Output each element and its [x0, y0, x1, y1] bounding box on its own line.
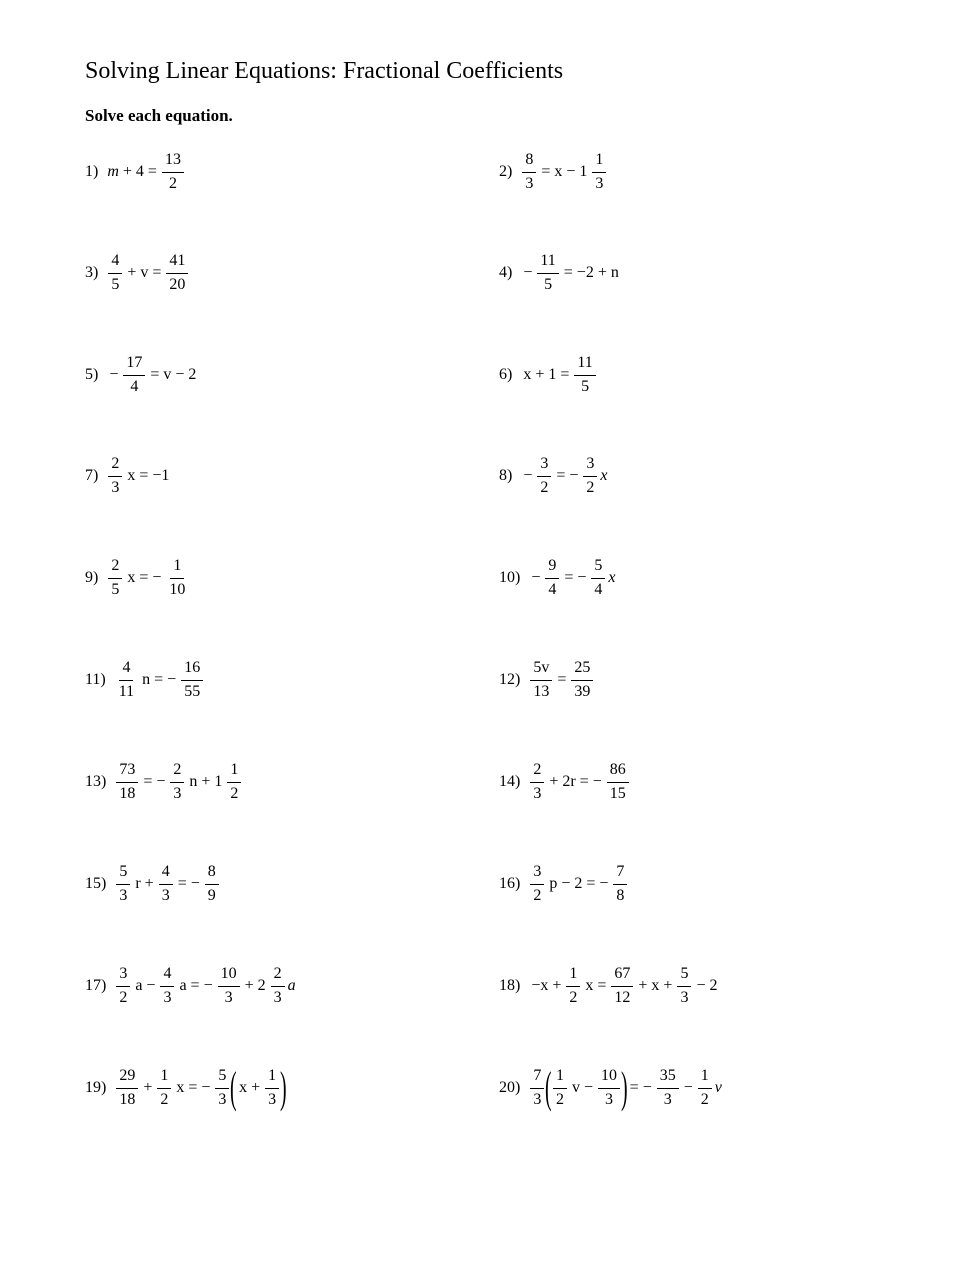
problem-9 — [85, 548, 190, 608]
denominator: 3 — [533, 784, 542, 802]
equation — [106, 252, 190, 294]
left-paren: ( — [230, 1063, 238, 1112]
fraction — [218, 965, 240, 1007]
numerator: 2 — [108, 455, 122, 476]
term: x = −1 — [127, 467, 170, 484]
problem-number: 9) — [85, 569, 99, 586]
equation — [520, 354, 597, 396]
fraction — [530, 659, 552, 701]
denominator: 15 — [609, 784, 626, 802]
denominator: 3 — [224, 988, 233, 1006]
problem-number: 10) — [499, 569, 521, 586]
fraction — [591, 557, 605, 599]
fraction — [574, 354, 595, 396]
fraction — [677, 965, 691, 1007]
numerator: 1 — [227, 761, 241, 782]
problem-11 — [85, 650, 205, 710]
problem-number: 14) — [499, 773, 521, 790]
numerator: 41 — [166, 252, 188, 273]
numerator: 2 — [170, 761, 184, 782]
denominator: 8 — [616, 886, 625, 904]
numerator: 29 — [116, 1067, 138, 1088]
numerator: 4 — [159, 863, 173, 884]
equation — [528, 1063, 723, 1112]
denominator: 18 — [119, 784, 136, 802]
denominator: 5 — [581, 377, 590, 395]
problem-5 — [85, 345, 199, 405]
problem-20 — [499, 1058, 723, 1118]
denominator: 9 — [207, 886, 216, 904]
right-paren: ) — [621, 1063, 628, 1112]
term: x — [600, 467, 608, 484]
numerator: 5 — [677, 965, 691, 986]
problem-number: 4) — [499, 264, 513, 281]
equation — [520, 151, 608, 193]
fraction — [123, 354, 145, 396]
denominator: 2 — [168, 174, 177, 192]
equation — [528, 965, 720, 1007]
numerator: 9 — [545, 557, 559, 578]
fraction — [583, 455, 597, 497]
term: v — [714, 1079, 722, 1096]
numerator: 10 — [218, 965, 240, 986]
equation — [106, 455, 172, 497]
numerator: 3 — [537, 455, 551, 476]
term: + 2r = − — [549, 773, 602, 790]
fraction — [571, 659, 593, 701]
numerator: 3 — [116, 965, 130, 986]
term: v − — [571, 1079, 594, 1096]
denominator: 39 — [574, 682, 591, 700]
denominator: 11 — [118, 682, 135, 700]
problem-10 — [499, 548, 617, 608]
fraction — [530, 1067, 544, 1109]
numerator: 3 — [583, 455, 597, 476]
right-paren: ) — [280, 1063, 287, 1112]
denominator: 10 — [169, 580, 186, 598]
fraction — [613, 863, 627, 905]
denominator: 2 — [540, 478, 549, 496]
numerator: 35 — [657, 1067, 679, 1088]
denominator: 3 — [663, 1090, 672, 1108]
problem-number: 11) — [85, 671, 106, 688]
term: + 2 — [244, 977, 266, 994]
numerator: 8 — [522, 151, 536, 172]
equation — [114, 863, 220, 905]
problem-13 — [85, 752, 243, 812]
term: n = − — [142, 671, 177, 688]
term: − — [523, 467, 533, 484]
fraction — [607, 761, 629, 803]
problem-18 — [499, 956, 720, 1016]
problem-number: 12) — [499, 671, 521, 688]
problem-number: 1) — [85, 163, 99, 180]
denominator: 3 — [119, 886, 128, 904]
term: x = − — [127, 569, 162, 586]
fraction — [522, 151, 536, 193]
fraction — [611, 965, 633, 1007]
fraction — [530, 863, 544, 905]
denominator: 3 — [680, 988, 689, 1006]
problem-number: 15) — [85, 875, 107, 892]
problem-number: 2) — [499, 163, 513, 180]
problem-number: 6) — [499, 366, 513, 383]
denominator: 3 — [268, 1090, 277, 1108]
numerator: 5 — [116, 863, 130, 884]
denominator: 3 — [161, 886, 170, 904]
numerator: 11 — [537, 252, 558, 273]
equation — [528, 863, 629, 905]
numerator: 1 — [698, 1067, 712, 1088]
numerator: 4 — [160, 965, 174, 986]
numerator: 1 — [592, 151, 606, 172]
fraction — [116, 659, 137, 701]
fraction — [166, 252, 188, 294]
denominator: 4 — [130, 377, 139, 395]
equation — [114, 761, 243, 803]
term: + 4 = — [122, 163, 157, 180]
problem-number: 5) — [85, 366, 99, 383]
problem-number: 3) — [85, 264, 99, 281]
denominator: 3 — [163, 988, 172, 1006]
term: − 2 — [696, 977, 718, 994]
denominator: 3 — [525, 174, 534, 192]
fraction — [108, 252, 122, 294]
term: = −2 + n — [563, 264, 619, 281]
problem-number: 18) — [499, 977, 521, 994]
numerator: 5 — [215, 1067, 229, 1088]
equation — [528, 659, 595, 701]
term: x = — [585, 977, 607, 994]
denominator: 20 — [169, 275, 186, 293]
fraction — [166, 557, 188, 599]
numerator: 1 — [265, 1067, 279, 1088]
term: a − — [135, 977, 156, 994]
denominator: 12 — [614, 988, 631, 1006]
term: + — [143, 1079, 153, 1096]
numerator: 1 — [170, 557, 184, 578]
problem-8 — [499, 446, 609, 506]
numerator: 86 — [607, 761, 629, 782]
problem-14 — [499, 752, 631, 812]
denominator: 2 — [569, 988, 578, 1006]
equation — [528, 557, 616, 599]
fraction — [170, 761, 184, 803]
numerator: 7 — [530, 1067, 544, 1088]
equation — [106, 557, 190, 599]
equation — [114, 965, 296, 1007]
numerator: 73 — [116, 761, 138, 782]
problem-12 — [499, 650, 595, 710]
denominator: 4 — [548, 580, 557, 598]
term: p − 2 = − — [549, 875, 609, 892]
fraction — [553, 1067, 567, 1109]
denominator: 2 — [119, 988, 128, 1006]
fraction — [657, 1067, 679, 1109]
denominator: 13 — [533, 682, 550, 700]
fraction — [545, 557, 559, 599]
numerator: 25 — [571, 659, 593, 680]
fraction — [116, 761, 138, 803]
numerator: 13 — [162, 151, 184, 172]
term: r + — [135, 875, 154, 892]
problem-number: 16) — [499, 875, 521, 892]
fraction — [205, 863, 219, 905]
equation — [528, 761, 630, 803]
fraction — [698, 1067, 712, 1109]
problem-number: 7) — [85, 467, 99, 484]
denominator: 3 — [595, 174, 604, 192]
fraction — [108, 557, 122, 599]
problem-19 — [85, 1058, 286, 1118]
problem-number: 20) — [499, 1079, 521, 1096]
fraction — [116, 965, 130, 1007]
problem-number: 13) — [85, 773, 107, 790]
term: = − — [556, 467, 579, 484]
numerator: 7 — [613, 863, 627, 884]
fraction — [271, 965, 285, 1007]
numerator: 3 — [530, 863, 544, 884]
instructions: Solve each equation. — [85, 106, 233, 125]
term: − — [523, 264, 533, 281]
problem-7 — [85, 446, 172, 506]
term: a — [287, 977, 296, 994]
fraction — [537, 455, 551, 497]
denominator: 3 — [605, 1090, 614, 1108]
numerator: 16 — [181, 659, 203, 680]
term: − — [109, 366, 119, 383]
fraction — [265, 1067, 279, 1109]
denominator: 2 — [586, 478, 595, 496]
fraction — [598, 1067, 620, 1109]
denominator: 2 — [533, 886, 542, 904]
fraction — [215, 1067, 229, 1109]
numerator: 5v — [530, 659, 552, 680]
term: − — [683, 1079, 693, 1096]
term: + x + — [638, 977, 673, 994]
left-paren: ( — [545, 1063, 552, 1112]
numerator: 4 — [108, 252, 122, 273]
equation — [520, 455, 608, 497]
denominator: 18 — [119, 1090, 136, 1108]
equation — [520, 252, 622, 294]
numerator: 1 — [553, 1067, 567, 1088]
fraction — [116, 863, 130, 905]
denominator: 5 — [111, 580, 120, 598]
denominator: 5 — [111, 275, 120, 293]
numerator: 1 — [157, 1067, 171, 1088]
denominator: 3 — [533, 1090, 542, 1108]
term: −x + — [531, 977, 562, 994]
problem-15 — [85, 854, 221, 914]
fraction — [157, 1067, 171, 1109]
term: x — [608, 569, 616, 586]
numerator: 2 — [530, 761, 544, 782]
numerator: 17 — [123, 354, 145, 375]
denominator: 2 — [160, 1090, 169, 1108]
denominator: 3 — [273, 988, 282, 1006]
fraction — [159, 863, 173, 905]
denominator: 2 — [230, 784, 239, 802]
denominator: 55 — [184, 682, 201, 700]
term: = − — [629, 1079, 652, 1096]
denominator: 2 — [555, 1090, 564, 1108]
fraction — [566, 965, 580, 1007]
denominator: 3 — [218, 1090, 227, 1108]
problem-3 — [85, 243, 190, 303]
term: + v = — [127, 264, 162, 281]
numerator: 2 — [108, 557, 122, 578]
denominator: 3 — [111, 478, 120, 496]
fraction — [530, 761, 544, 803]
term: x = − — [176, 1079, 211, 1096]
fraction — [108, 455, 122, 497]
numerator: 11 — [574, 354, 595, 375]
problem-number: 19) — [85, 1079, 107, 1096]
problem-4 — [499, 243, 622, 303]
fraction — [592, 151, 606, 193]
term: a = − — [179, 977, 213, 994]
denominator: 2 — [700, 1090, 709, 1108]
problem-1 — [85, 142, 186, 202]
numerator: 2 — [271, 965, 285, 986]
fraction — [162, 151, 184, 193]
numerator: 4 — [119, 659, 133, 680]
fraction — [227, 761, 241, 803]
numerator: 67 — [611, 965, 633, 986]
problem-2 — [499, 142, 608, 202]
problem-17 — [85, 956, 297, 1016]
denominator: 3 — [173, 784, 182, 802]
problem-6 — [499, 345, 598, 405]
term: m — [107, 163, 119, 180]
term: = v − 2 — [150, 366, 197, 383]
numerator: 1 — [566, 965, 580, 986]
term: − — [531, 569, 541, 586]
problem-number: 17) — [85, 977, 107, 994]
denominator: 4 — [594, 580, 603, 598]
equation — [106, 354, 199, 396]
term: = − — [143, 773, 166, 790]
equation — [114, 1063, 287, 1112]
fraction — [537, 252, 558, 294]
numerator: 5 — [591, 557, 605, 578]
problem-number: 8) — [499, 467, 513, 484]
term: = x − 1 — [541, 163, 588, 180]
numerator: 10 — [598, 1067, 620, 1088]
page-title: Solving Linear Equations: Fractional Coefficients — [85, 58, 564, 84]
term: = − — [564, 569, 587, 586]
fraction — [160, 965, 174, 1007]
term: = − — [177, 875, 200, 892]
numerator: 8 — [205, 863, 219, 884]
denominator: 5 — [544, 275, 553, 293]
equation — [114, 659, 205, 701]
term: = — [557, 671, 567, 688]
fraction — [116, 1067, 138, 1109]
fraction — [181, 659, 203, 701]
problem-16 — [499, 854, 629, 914]
equation — [106, 151, 186, 193]
term: x + 1 = — [523, 366, 570, 383]
term: x + — [239, 1079, 261, 1096]
term: n + 1 — [189, 773, 223, 790]
